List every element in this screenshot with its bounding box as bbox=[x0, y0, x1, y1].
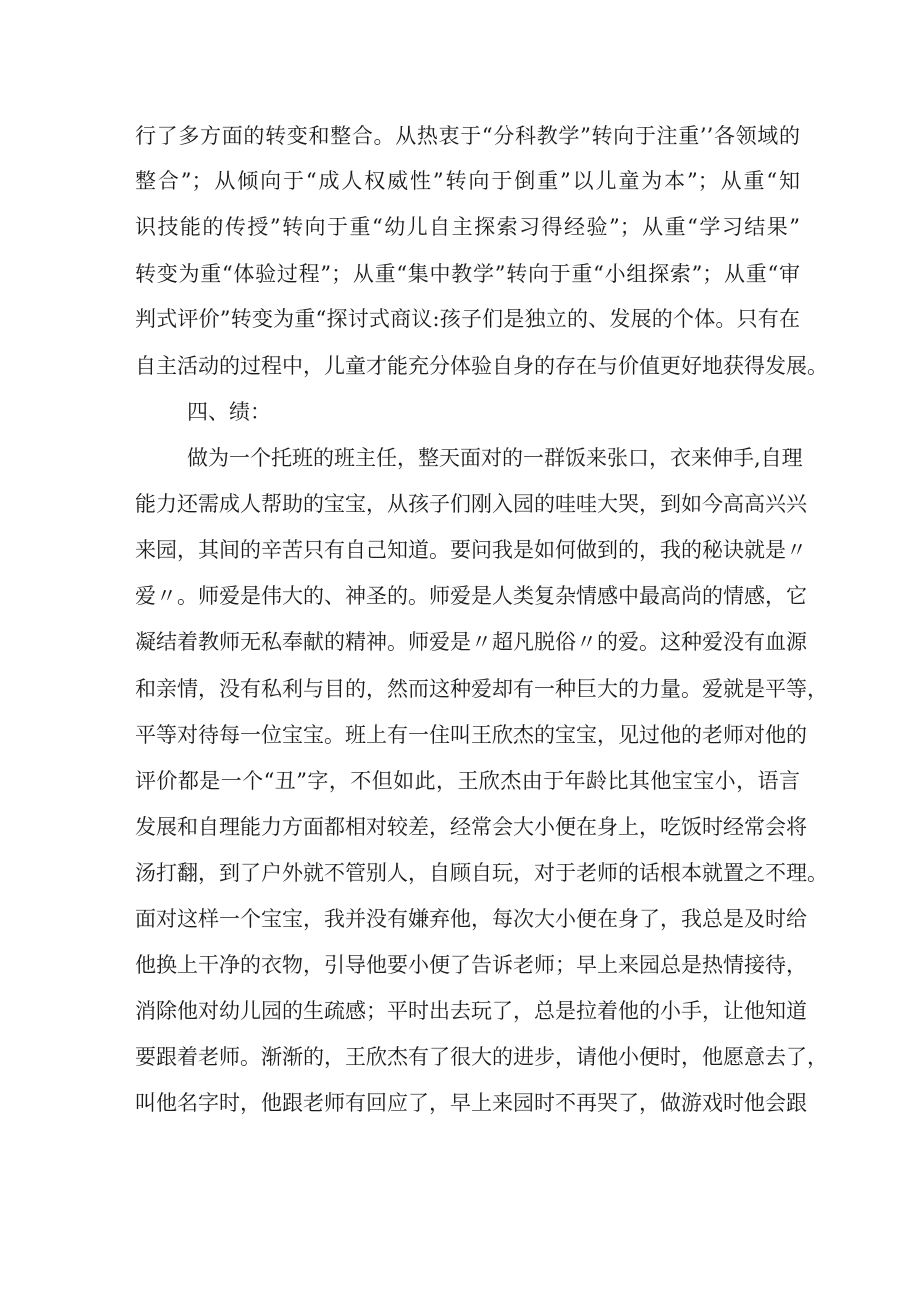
paragraph-2-line-4: 爱〃。师爱是伟大的、神圣的。师爱是人类复杂情感中最高尚的情感，它 bbox=[135, 584, 807, 608]
paragraph-2-line-2: 能力还需成人帮助的宝宝，从孩子们刚入园的哇哇大哭，到如今高高兴兴 bbox=[135, 492, 807, 516]
paragraph-1-line-5: 判式评价”转变为重“探讨式商议:孩子们是独立的、发展的个体。只有在 bbox=[135, 307, 800, 331]
paragraph-2-line-11: 面对这样一个宝宝，我并没有嫌弃他，每次大小便在身了，我总是及时给 bbox=[135, 907, 807, 931]
section-heading: 四、绩： bbox=[187, 400, 271, 424]
paragraph-2-line-1: 做为一个托班的班主任，整天面对的一群饭来张口，衣来伸手,自理 bbox=[187, 446, 803, 470]
paragraph-1-line-1: 行了多方面的转变和整合。从热衷于“分科教学”转向于注重’’各领域的 bbox=[135, 124, 800, 148]
paragraph-1-line-4: 转变为重“体验过程”；从重“集中教学”转向于重“小组探索”；从重“审 bbox=[135, 262, 800, 286]
paragraph-2-line-9: 发展和自理能力方面都相对较差，经常会大小便在身上，吃饭时经常会将 bbox=[135, 815, 807, 839]
paragraph-2-line-3: 来园，其间的辛苦只有自己知道。要问我是如何做到的，我的秘诀就是〃 bbox=[135, 538, 807, 562]
paragraph-2-line-12: 他换上干净的衣物，引导他要小便了告诉老师；早上来园总是热情接待， bbox=[135, 953, 807, 977]
paragraph-2-line-13: 消除他对幼儿园的生疏感；平时出去玩了，总是拉着他的小手，让他知道 bbox=[135, 999, 807, 1023]
paragraph-2-line-14: 要跟着老师。渐渐的，王欣杰有了很大的进步，请他小便时，他愿意去了， bbox=[135, 1045, 828, 1069]
paragraph-2-line-6: 和亲情，没有私利与目的，然而这种爱却有一种巨大的力量。爱就是平等， bbox=[135, 677, 828, 701]
paragraph-2-line-7: 平等对待每一位宝宝。班上有一住叫王欣杰的宝宝，见过他的老师对他的 bbox=[135, 723, 807, 747]
paragraph-2-line-10: 汤打翻，到了户外就不管别人，自顾自玩，对于老师的话根本就置之不理。 bbox=[135, 861, 828, 885]
paragraph-2-line-8: 评价都是一个“丑”字，不但如此，王欣杰由于年龄比其他宝宝小，语言 bbox=[135, 769, 800, 793]
paragraph-1-line-3: 识技能的传授”转向于重“幼儿自主探索习得经验”；从重“学习结果” bbox=[135, 215, 800, 239]
paragraph-1-line-6: 自主活动的过程中，儿童才能充分体验自身的存在与价值更好地获得发展。 bbox=[135, 354, 828, 378]
paragraph-2-line-15: 叫他名字时，他跟老师有回应了，早上来园时不再哭了，做游戏时他会跟 bbox=[135, 1091, 807, 1115]
paragraph-1-line-2: 整合”；从倾向于“成人权威性”转向于倒重”以儿童为本”；从重“知 bbox=[135, 169, 800, 193]
paragraph-2-line-5: 凝结着教师无私奉献的精神。师爱是〃超凡脱俗〃的爱。这种爱没有血源 bbox=[135, 630, 807, 654]
